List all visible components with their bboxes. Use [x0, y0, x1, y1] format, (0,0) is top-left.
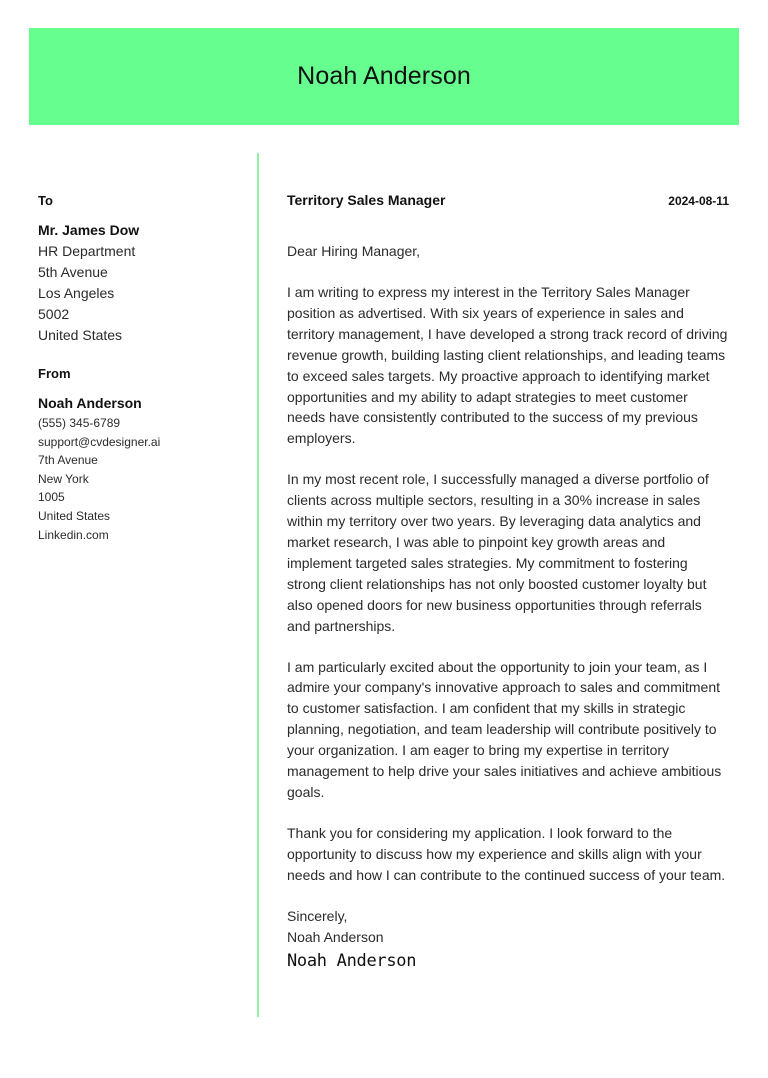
letter-date: 2024-08-11 — [668, 194, 729, 208]
header-banner — [29, 28, 739, 125]
closing-name: Noah Anderson — [287, 928, 384, 945]
sender-name: Noah Anderson — [38, 395, 142, 411]
closing — [287, 906, 729, 948]
signature: Noah Anderson — [287, 950, 417, 971]
greeting: Dear Hiring Manager, — [287, 243, 421, 259]
recipient-label: To — [38, 193, 53, 208]
sender-country: United States — [38, 508, 111, 523]
sender-phone: (555) 345-6789 — [38, 416, 121, 430]
header-name: Noah Anderson — [297, 62, 471, 90]
recipient-name: Mr. James Dow — [38, 222, 140, 238]
recipient-country: United States — [38, 327, 123, 343]
closing-phrase: Sincerely, — [287, 907, 348, 924]
paragraph-3: I am particularly excited about the opportunity to join your team, as I admire your company's innovative approach to sales and commitment to customer satisfaction. I am confident that my skills in strategic planning, negotiation, and team leadership will contribute positively to your organization. I am eager to bring my expertise in territory management to help drive your sales initiatives and achieve ambitious goals. — [287, 658, 722, 800]
column-divider — [257, 153, 259, 1017]
sender-zip: 1005 — [38, 490, 65, 505]
sender-label: From — [38, 366, 71, 381]
recipient-city: Los Angeles — [38, 285, 115, 301]
position-title: Territory Sales Manager — [287, 192, 446, 208]
recipient-address — [38, 241, 248, 346]
letter-body — [287, 192, 729, 971]
recipient-zip: 5002 — [38, 306, 70, 322]
recipient-department: HR Department — [38, 243, 136, 259]
letter-topline — [287, 192, 729, 212]
recipient-street: 5th Avenue — [38, 264, 108, 280]
paragraph-2: In my most recent role, I successfully managed a diverse portfolio of clients across multiple sectors, resulting in a 30% increase in sales within my territory over two years. By leveraging data analytics and market research, I was able to pinpoint key growth areas and implement targeted sales strategies. My commitment to fostering strong client relationships has not only boosted customer loyalty but also opened doors for new business opportunities through referrals and partnerships. — [287, 471, 709, 634]
contact-column — [38, 192, 248, 544]
sender-website: Linkedin.com — [38, 527, 109, 542]
paragraph-1: I am writing to express my interest in the Territory Sales Manager position as advertised. With six years of experience in sales and territory management, I have developed a strong track record of driving revenue growth, building lasting client relationships, and leading teams to exceed sales targets. My proactive approach to identifying market opportunities and my ability to adapt strategies to meet customer needs have consistently contributed to the success of my previous employers. — [287, 284, 728, 447]
sender-details — [38, 414, 248, 544]
sender-street: 7th Avenue — [38, 453, 98, 468]
sender-email: support@cvdesigner.ai — [38, 434, 161, 449]
sender-city: New York — [38, 471, 89, 486]
paragraph-4: Thank you for considering my application. I look forward to the opportunity to discuss how my experience and skills align with your needs and how I can contribute to the continued success of your team. — [287, 824, 726, 883]
